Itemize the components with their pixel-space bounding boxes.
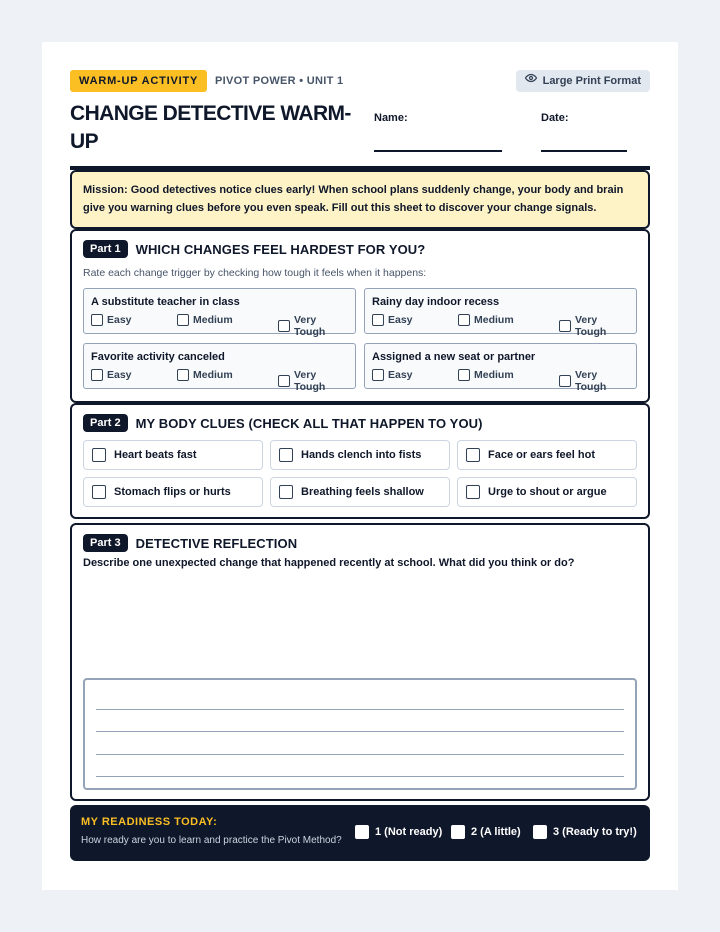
date-label: Date: [541,112,569,124]
rating-medium[interactable] [177,369,233,381]
rating-easy[interactable] [91,314,132,326]
worksheet-page [42,42,678,890]
part-3-header [83,534,297,552]
body-clue-label: Heart beats fast [114,449,197,461]
header-bar [70,70,650,92]
checkbox[interactable] [451,825,465,839]
writing-line [96,709,624,710]
trigger-card [83,288,356,338]
writing-line [96,731,624,732]
body-clue-item[interactable] [83,440,263,470]
readiness-panel [70,805,650,861]
rating-label: Very Tough [575,314,607,338]
checkbox[interactable] [92,485,106,499]
checkbox[interactable] [91,369,103,381]
readiness-option-label: 3 (Ready to try!) [553,826,637,838]
checkbox[interactable] [278,320,290,332]
checkbox[interactable] [466,485,480,499]
part-2-section [70,403,650,519]
rating-very-tough[interactable] [559,369,629,393]
body-clue-label: Breathing feels shallow [301,486,424,498]
checkbox[interactable] [177,314,189,326]
rating-row [372,369,629,393]
checkbox[interactable] [278,375,290,387]
page-title: CHANGE DETECTIVE WARM-UP [70,102,351,153]
rating-label: Medium [193,314,233,326]
rating-label: Medium [474,369,514,381]
date-input[interactable] [541,134,627,152]
part-1-instructions: Rate each change trigger by checking how tough it feels when it happens: [83,267,427,279]
checkbox[interactable] [279,448,293,462]
part-1-badge: Part 1 [83,240,128,258]
checkbox[interactable] [559,375,571,387]
body-clue-label: Face or ears feel hot [488,449,595,461]
part-2-header [83,414,483,432]
body-clue-item[interactable] [270,477,450,507]
unit-label: PIVOT POWER • UNIT 1 [215,75,344,87]
name-field [374,112,502,152]
rating-easy[interactable] [91,369,132,381]
readiness-option-3[interactable] [533,825,637,839]
checkbox[interactable] [355,825,369,839]
part-3-badge: Part 3 [83,534,128,552]
mission-box [70,170,650,229]
checkbox[interactable] [458,314,470,326]
rating-very-tough[interactable] [559,314,629,338]
body-clue-item[interactable] [270,440,450,470]
body-clue-item[interactable] [83,477,263,507]
readiness-option-label: 2 (A little) [471,826,521,838]
mission-label: Mission: [83,184,128,196]
rating-label: Very Tough [294,369,326,393]
checkbox[interactable] [279,485,293,499]
body-clue-label: Stomach flips or hurts [114,486,231,498]
trigger-card [364,288,637,338]
name-input[interactable] [374,134,502,152]
rating-label: Easy [388,314,413,326]
reflection-writing-area[interactable] [83,678,637,790]
date-field [541,112,627,152]
readiness-option-2[interactable] [451,825,521,839]
writing-line [96,776,624,777]
part-2-title: MY BODY CLUES (CHECK ALL THAT HAPPEN TO YOU) [135,415,483,431]
activity-badge: WARM-UP ACTIVITY [70,70,207,92]
eye-icon [525,70,537,92]
rating-label: Easy [388,369,413,381]
writing-line [96,754,624,755]
part-2-badge: Part 2 [83,414,128,432]
trigger-name: Favorite activity canceled [91,351,225,363]
readiness-option-1[interactable] [355,825,442,839]
mission-text: Good detectives notice clues early! When school plans suddenly change, your body and brain give you warning clues before you even speak. Fill out this sheet to discover your change signals. [83,184,624,214]
readiness-title: MY READINESS TODAY: [81,816,218,828]
checkbox[interactable] [559,320,571,332]
part-1-header [83,240,425,258]
rating-medium[interactable] [458,314,514,326]
rating-label: Medium [474,314,514,326]
trigger-card [364,343,637,393]
checkbox[interactable] [533,825,547,839]
readiness-question: How ready are you to learn and practice the Pivot Method? [81,835,342,846]
rating-label: Very Tough [294,314,326,338]
rating-label: Easy [107,314,132,326]
part-1-title: WHICH CHANGES FEEL HARDEST FOR YOU? [135,241,426,257]
rating-label: Easy [107,369,132,381]
rating-label: Very Tough [575,369,607,393]
body-clue-item[interactable] [457,440,637,470]
body-clue-item[interactable] [457,477,637,507]
trigger-name: A substitute teacher in class [91,296,240,308]
part-3-title: DETECTIVE REFLECTION [135,535,298,551]
rating-label: Medium [193,369,233,381]
rating-very-tough[interactable] [278,369,348,393]
rating-row [91,369,348,393]
readiness-option-label: 1 (Not ready) [375,826,443,838]
part-1-section [70,229,650,403]
trigger-name: Assigned a new seat or partner [372,351,536,363]
checkbox[interactable] [372,314,384,326]
rating-easy[interactable] [372,314,413,326]
rating-medium[interactable] [177,314,233,326]
checkbox[interactable] [466,448,480,462]
trigger-card [83,343,356,393]
body-clue-label: Urge to shout or argue [488,486,607,498]
large-print-button[interactable] [516,70,650,92]
large-print-label: Large Print Format [542,75,641,87]
part-3-section [70,523,650,801]
rating-row [91,314,348,338]
reflection-prompt: Describe one unexpected change that happened recently at school. What did you think or do? [83,557,575,569]
checkbox[interactable] [177,369,189,381]
rating-medium[interactable] [458,369,514,381]
trigger-name: Rainy day indoor recess [372,296,500,308]
body-clue-label: Hands clench into fists [301,449,422,461]
rating-row [372,314,629,338]
rating-easy[interactable] [372,369,413,381]
rating-very-tough[interactable] [278,314,348,338]
name-label: Name: [374,112,408,124]
checkbox[interactable] [372,369,384,381]
checkbox[interactable] [92,448,106,462]
checkbox[interactable] [458,369,470,381]
checkbox[interactable] [91,314,103,326]
